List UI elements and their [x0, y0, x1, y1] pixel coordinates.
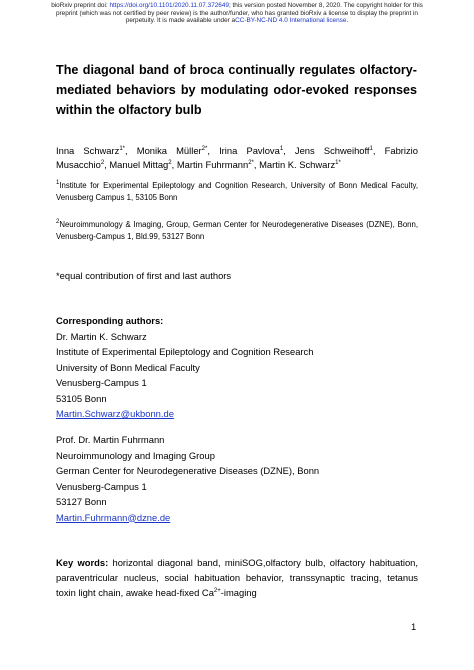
author: Martin Fuhrmann$^{2*}$,: [176, 159, 260, 170]
author: Manuel Mittag$^2$,: [109, 159, 177, 170]
address-line: 53105 Bonn: [56, 392, 107, 404]
keywords-text-end: -imaging: [220, 587, 257, 598]
keywords-label: Key words:: [56, 557, 109, 568]
license-link[interactable]: CC-BY-NC-ND 4.0 International license: [235, 17, 347, 25]
author-name: Prof. Dr. Martin Fuhrmann: [56, 434, 165, 445]
address-line: Neuroimmunology and Imaging Group: [56, 449, 215, 461]
address-line: Venusberg-Campus 1: [56, 480, 147, 492]
affiliation-text: Institute for Experimental Epileptology and Cognition Research, University of Bonn Medical Faculty, Venusberg Campus 1, 53105 Bonn: [56, 181, 418, 202]
address-line: German Center for Neurodegenerative Diseases (DZNE), Bonn: [56, 465, 320, 476]
email-link[interactable]: Martin.Fuhrmann@dzne.de: [56, 511, 171, 523]
corresponding-heading: Corresponding authors:: [56, 315, 164, 326]
address-line: University of Bonn Medical Faculty: [56, 361, 200, 373]
affiliation-2: [56, 219, 418, 243]
page-number: 1: [411, 621, 417, 632]
author: Monika Müller$^{2*}$,: [136, 145, 220, 156]
equal-contribution-note: *equal contribution of first and last authors: [56, 270, 232, 281]
header-line-3: [40, 17, 434, 25]
header-text: .: [346, 17, 349, 25]
paper-title: The diagonal band of broca continually regulates olfactory-mediated behaviors by modulating odor-evoked responses within the olfactory bulb: [56, 63, 417, 117]
author: Martin K. Schwarz$^{1*}$: [259, 159, 341, 170]
keywords-text: horizontal diagonal band, miniSOG,olfactory bulb, olfactory habituation, paraventricular nucleus, social habituation behavior, transsynaptic tracing, tetanus toxin light chain, awake head-fixed Ca: [56, 557, 418, 598]
author: Jens Schweihoff$^1$,: [294, 145, 385, 156]
author-name: Dr. Martin K. Schwarz: [56, 330, 147, 342]
header-text: perpetuity. It is made available under a: [125, 17, 236, 25]
affiliation-number: 2: [56, 219, 60, 225]
corresponding-author-1: [56, 313, 418, 422]
affiliation-text: Neuroimmunology & Imaging, Group, German Center for Neurodegenerative Diseases (DZNE), Bonn, Venusberg-Campus 1, Bld.99, 53127 Bonn: [56, 220, 418, 241]
author: Fabrizio Musacchio$^2$,: [56, 145, 418, 170]
email-link[interactable]: Martin.Schwarz@ukbonn.de: [56, 408, 174, 419]
corresponding-author-2: [56, 432, 418, 525]
header-text: bioRxiv preprint doi:: [51, 2, 110, 9]
preprint-header: [40, 2, 434, 25]
author: Irina Pavlova$^1$,: [219, 145, 295, 156]
header-line-1: [40, 2, 434, 10]
address-line: 53127 Bonn: [56, 496, 107, 507]
keywords-paragraph: [56, 555, 418, 600]
header-line-2: preprint (which was not certified by peer review) is the author/funder, who has granted bioRxiv a license to display the preprint in: [56, 9, 418, 17]
doi-link[interactable]: https://doi.org/10.1101/2020.11.07.372649: [109, 2, 229, 9]
affiliation-1: [56, 180, 418, 204]
address-line: Institute of Experimental Epileptology and Cognition Research: [56, 346, 314, 357]
author: Inna Schwarz$^{1*}$,: [56, 145, 137, 156]
affiliation-number: 1: [56, 180, 60, 186]
address-line: Venusberg-Campus 1: [56, 377, 147, 388]
author-list: [56, 144, 418, 172]
keywords-superscript: 2+: [213, 588, 221, 594]
header-text: ; this version posted November 8, 2020. The copyright holder for this: [228, 2, 423, 9]
